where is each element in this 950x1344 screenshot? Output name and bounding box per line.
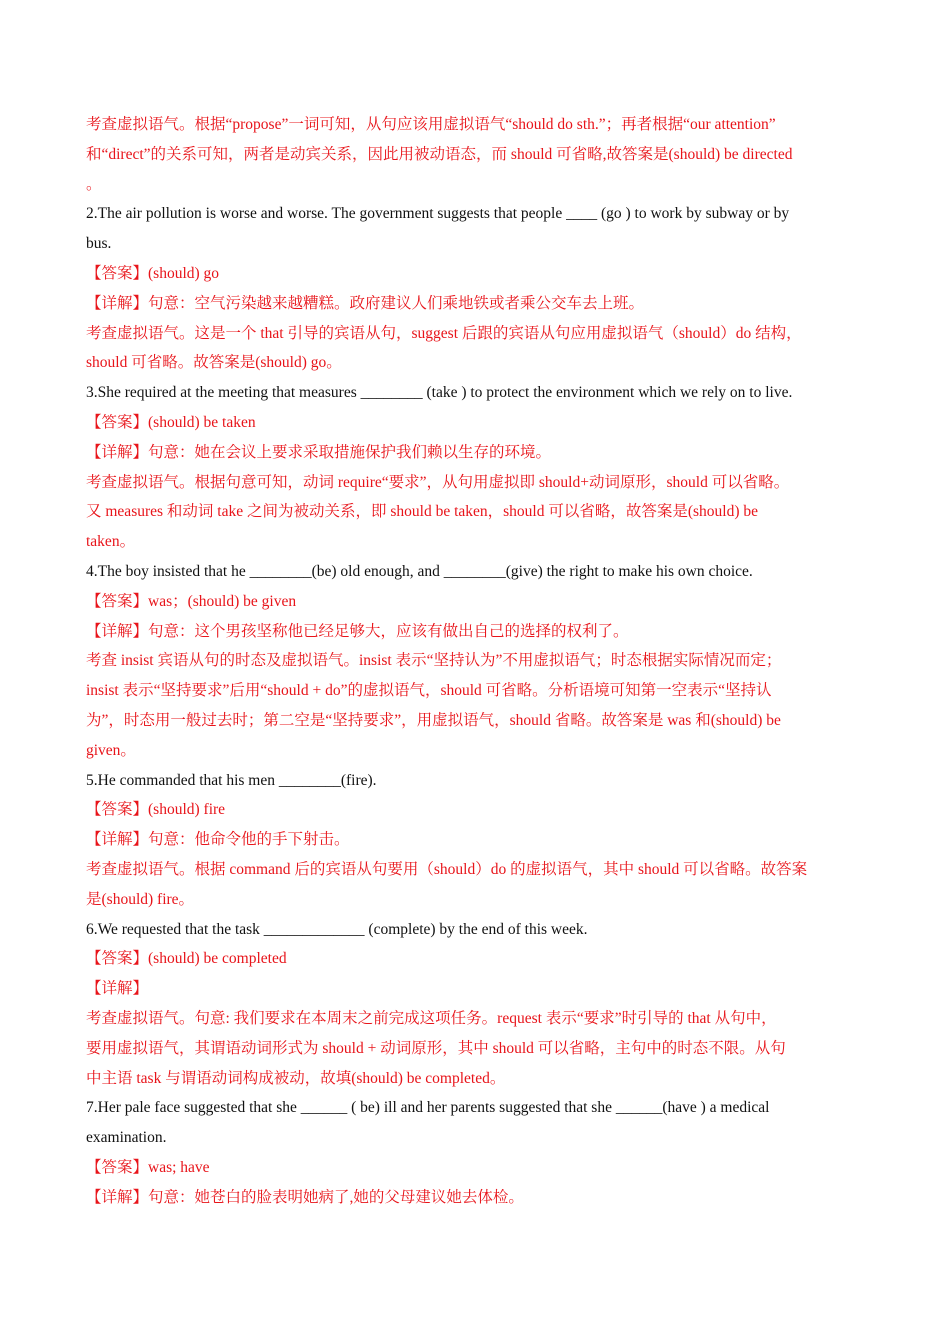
- answer-text-line: 要用虚拟语气，其谓语动词形式为 should + 动词原形，其中 should 可以省略，主句中的时态不限。从句: [86, 1039, 786, 1057]
- answer-text-line: 【答案】(should) fire: [86, 801, 226, 819]
- answer-text-line: should 可省略。故答案是(should) go。: [86, 354, 342, 372]
- question-text-line: bus.: [86, 235, 112, 253]
- answer-text-line: 【详解】句意：这个男孩坚称他已经足够大，应该有做出自己的选择的权利了。: [86, 622, 629, 640]
- answer-text-line: 考查虚拟语气。句意: 我们要求在本周末之前完成这项任务。request 表示“要求”时引导的 that 从句中，: [86, 1009, 777, 1027]
- answer-text-line: 。: [86, 175, 102, 193]
- answer-text-line: 【答案】(should) be completed: [86, 950, 287, 968]
- question-text-line: 3.She required at the meeting that measures ________ (take ) to protect the environment which we rely on to live.: [86, 384, 793, 402]
- document-page: [86, 110, 866, 1212]
- answer-text-line: 【详解】句意：空气污染越来越糟糕。政府建议人们乘地铁或者乘公交车去上班。: [86, 294, 645, 312]
- answer-text-line: 【详解】: [86, 980, 149, 998]
- question-text-line: examination.: [86, 1129, 167, 1147]
- answer-text-line: 为”，时态用一般过去时；第二空是“坚持要求”，用虚拟语气，should 省略。故答案是 was 和(should) be: [86, 711, 781, 729]
- answer-text-line: 中主语 task 与谓语动词构成被动，故填(should) be completed。: [86, 1069, 506, 1087]
- answer-text-line: 考查 insist 宾语从句的时态及虚拟语气。insist 表示“坚持认为”不用虚拟语气；时态根据实际情况而定；: [86, 652, 782, 670]
- answer-text-line: 考查虚拟语气。根据“propose”一词可知，从句应该用虚拟语气“should do sth.”；再者根据“our attention”: [86, 116, 776, 133]
- question-text-line: 6.We requested that the task _____________ (complete) by the end of this week.: [86, 920, 588, 938]
- answer-text-line: 【答案】(should) go: [86, 264, 220, 282]
- question-text-line: 5.He commanded that his men ________(fire).: [86, 771, 377, 789]
- answer-text-line: taken。: [86, 533, 136, 551]
- answer-text-line: 【详解】句意：她苍白的脸表明她病了,她的父母建议她去体检。: [86, 1188, 524, 1206]
- question-text-line: 4.The boy insisted that he ________(be) old enough, and ________(give) the right to make his own choice.: [86, 562, 753, 580]
- answer-text-line: 【详解】句意：她在会议上要求采取措施保护我们赖以生存的环境。: [86, 443, 552, 461]
- answer-text-line: 考查虚拟语气。这是一个 that 引导的宾语从句，suggest 后跟的宾语从句应用虚拟语气（should）do 结构，: [86, 324, 802, 342]
- answer-text-line: 【答案】was; have: [86, 1158, 210, 1176]
- answer-text-line: 又 measures 和动词 take 之间为被动关系，即 should be taken，should 可以省略，故答案是(should) be: [86, 503, 759, 521]
- answer-text-line: 和“direct”的关系可知，两者是动宾关系，因此用被动语态，而 should 可省略,故答案是(should) be directed: [86, 145, 793, 163]
- answer-text-line: 考查虚拟语气。根据 command 后的宾语从句要用（should）do 的虚拟语气，其中 should 可以省略。故答案: [86, 860, 808, 878]
- answer-text-line: 【答案】(should) be taken: [86, 413, 256, 431]
- answer-text-line: 【详解】句意：他命令他的手下射击。: [86, 831, 350, 849]
- answer-text-line: given。: [86, 741, 136, 759]
- question-text-line: 2.The air pollution is worse and worse. The government suggests that people ____ (go ) to work by subway or by: [86, 205, 790, 223]
- question-text-line: 7.Her pale face suggested that she ______ ( be) ill and her parents suggested that she ______(have ) a medical: [86, 1099, 770, 1117]
- answer-text-line: 【答案】was；(should) be given: [86, 592, 297, 610]
- answer-text-line: 考查虚拟语气。根据句意可知，动词 require“要求”，从句用虚拟即 should+动词原形，should 可以省略。: [86, 473, 790, 491]
- answer-text-line: insist 表示“坚持要求”后用“should + do”的虚拟语气，should 可省略。分析语境可知第一空表示“坚持认: [86, 682, 772, 700]
- answer-text-line: 是(should) fire。: [86, 890, 195, 908]
